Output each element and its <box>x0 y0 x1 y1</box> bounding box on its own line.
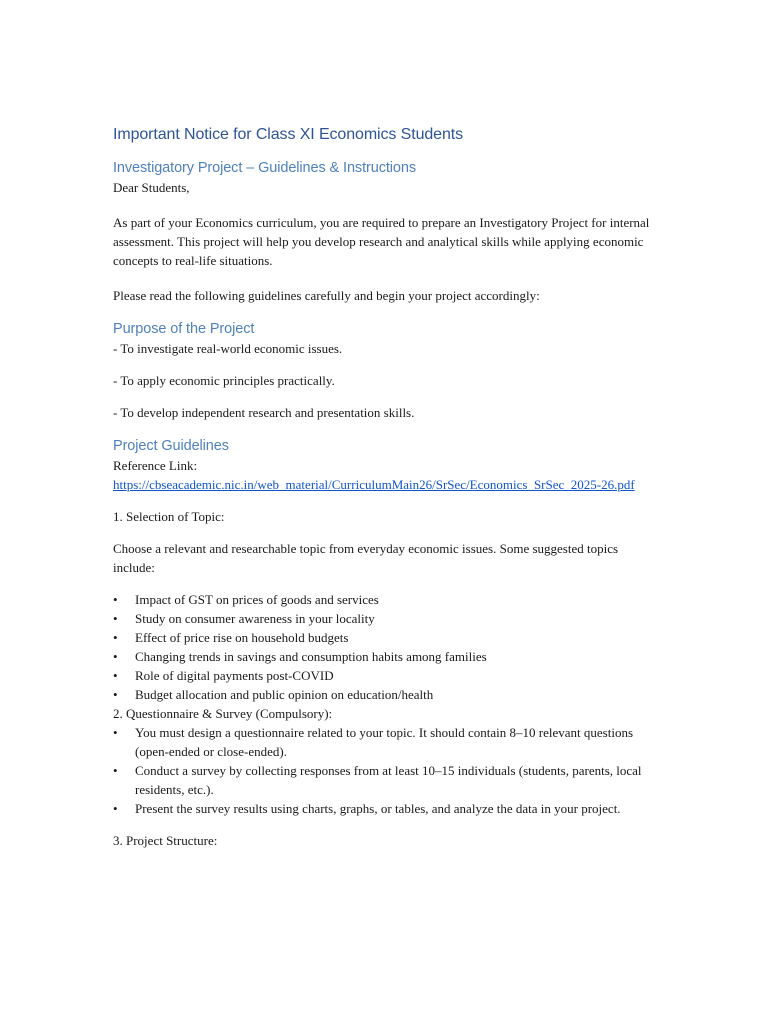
purpose-item: - To apply economic principles practically. <box>113 373 335 388</box>
purpose-heading: Purpose of the Project <box>113 321 255 337</box>
notice-subtitle: Investigatory Project – Guidelines & Instructions <box>113 160 416 176</box>
list-item: • Study on consumer awareness in your locality <box>113 611 375 626</box>
notice-title: Important Notice for Class XI Economics Students <box>113 126 464 143</box>
list-item: • Role of digital payments post-COVID <box>113 668 334 683</box>
list-item: • Present the survey results using charts, graphs, or tables, and analyze the data in your project. <box>113 801 621 816</box>
section-1-text: Choose a relevant and researchable topic from everyday economic issues. Some suggested topics include: <box>113 541 619 575</box>
reference-label: Reference Link: <box>113 458 198 473</box>
list-item: • Changing trends in savings and consumption habits among families <box>113 649 487 664</box>
bullet-icon: • <box>113 668 118 683</box>
greeting: Dear Students, <box>113 180 190 195</box>
bullet-icon: • <box>113 592 118 607</box>
section-2-title: 2. Questionnaire & Survey (Compulsory): <box>113 706 333 721</box>
bullet-icon: • <box>113 649 118 664</box>
bullet-icon: • <box>113 630 118 645</box>
topic-list <box>113 590 658 704</box>
list-item: • Effect of price rise on household budgets <box>113 630 349 645</box>
reference-link[interactable]: https://cbseacademic.nic.in/web_material/CurriculumMain26/SrSec/Economics_SrSec_2025-26.pdf <box>113 477 635 492</box>
bullet-icon: • <box>113 763 118 778</box>
bullet-icon: • <box>113 611 118 626</box>
list-item: • Impact of GST on prices of goods and services <box>113 592 379 607</box>
list-item: • You must design a questionnaire related to your topic. It should contain 8–10 relevant questions (open-ended or close-ended). <box>113 725 634 759</box>
survey-list <box>113 723 658 818</box>
purpose-item: - To develop independent research and presentation skills. <box>113 405 415 420</box>
guidelines-heading: Project Guidelines <box>113 438 229 454</box>
intro-paragraph: As part of your Economics curriculum, you are required to prepare an Investigatory Project for internal assessment. This project will help you develop research and analytical skills while applying economic concepts to real-life situations. <box>113 215 650 268</box>
bullet-icon: • <box>113 725 118 740</box>
section-3-title: 3. Project Structure: <box>113 833 218 848</box>
section-1-title: 1. Selection of Topic: <box>113 509 225 524</box>
bullet-icon: • <box>113 801 118 816</box>
list-item: • Budget allocation and public opinion on education/health <box>113 687 434 702</box>
list-item: • Conduct a survey by collecting responses from at least 10–15 individuals (students, parents, local residents, etc.). <box>113 763 642 797</box>
please-read-text: Please read the following guidelines carefully and begin your project accordingly: <box>113 288 540 303</box>
bullet-icon: • <box>113 687 118 702</box>
document-page <box>113 124 658 850</box>
purpose-item: - To investigate real-world economic issues. <box>113 341 343 356</box>
